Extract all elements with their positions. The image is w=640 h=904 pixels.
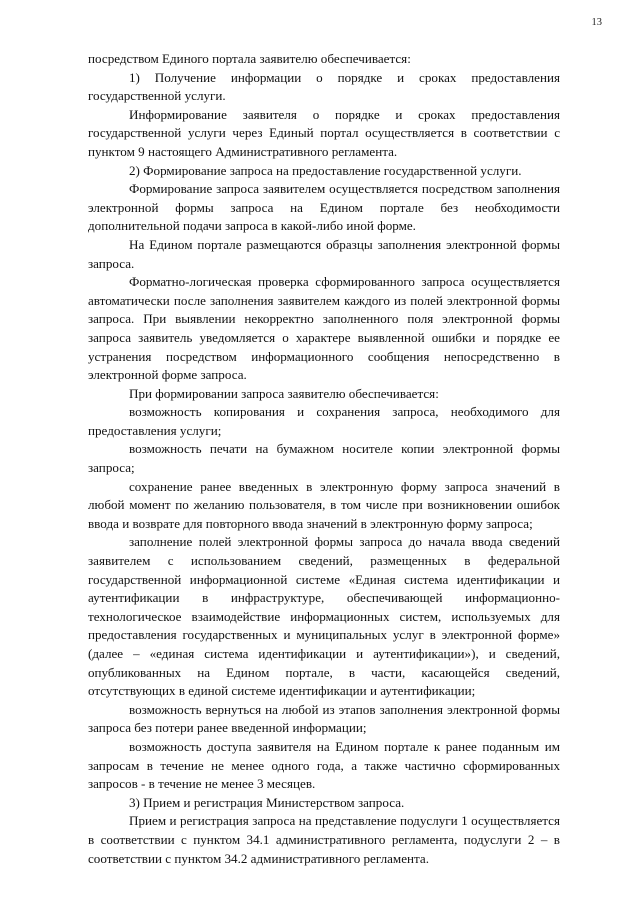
paragraph-registration: Прием и регистрация запроса на представление подуслуги 1 осуществляется в соответствии с пунктом 34.1 административного регламента, подуслуги 2 – в соответствии с пунктом 34.2 административного регламента. — [88, 813, 560, 866]
paragraph-copy-save: возможность копирования и сохранения запроса, необходимого для предоставления услуги; — [88, 404, 560, 438]
paragraph-format-check: Форматно-логическая проверка сформированного запроса осуществляется автоматически после заполнения заявителем каждого из полей электронной формы запроса. При выявлении некорректно заполненного поля электронной формы запроса заявитель уведомляется о характере выявленной ошибки и порядке ее устранения посредством информационного сообщения непосредственно в электронной форме запроса. — [88, 274, 560, 383]
document-body — [88, 50, 560, 868]
paragraph-provided-features: При формировании запроса заявителю обеспечивается: — [129, 385, 439, 401]
paragraph-item-2-heading: 2) Формирование запроса на предоставление государственной услуги. — [129, 162, 522, 178]
paragraph-return-steps: возможность вернуться на любой из этапов заполнения электронной формы запроса без потери ранее введенной информации; — [88, 701, 560, 736]
paragraph-item-3-heading: 3) Прием и регистрация Министерством запроса. — [129, 794, 405, 810]
paragraph-print: возможность печати на бумажном носителе копии электронной формы запроса; — [88, 441, 560, 476]
paragraph-prefill: заполнение полей электронной формы запроса до начала ввода сведений заявителем с использованием сведений, размещенных в федеральной государственной информационной системе «Единая система идентификации и аутентификации в инфраструктуре, обеспечивающей информационно-технологическое взаимодействие информационных систем, используемых для предоставления государственных и муниципальных услуг в электронной форме» (далее – «единая система идентификации и аутентификации»), и сведений, опубликованных на Едином портале, в части, касающейся сведений, отсутствующих в единой системе идентификации и аутентификации; — [88, 534, 560, 699]
paragraph-request-forming: Формирование запроса заявителем осуществляется посредством заполнения электронной формы запроса на Едином портале без необходимости дополнительной подачи запроса в какой-либо иной форме. — [88, 181, 560, 234]
page-number: 13 — [591, 17, 602, 28]
paragraph-item-1-heading: 1) Получение информации о порядке и сроках предоставления государственной услуги. — [88, 69, 560, 104]
paragraph-intro: посредством Единого портала заявителю обеспечивается: — [88, 51, 411, 66]
paragraph-access-requests: возможность доступа заявителя на Едином портале к ранее поданным им запросам в течение не менее одного года, а также частично сформированных запросов - в течение не менее 3 месяцев. — [88, 738, 560, 792]
paragraph-save-values: сохранение ранее введенных в электронную форму запроса значений в любой момент по желанию пользователя, в том числе при возникновении ошибок ввода и возврате для повторного ввода значений в электронную форму запроса; — [88, 478, 560, 531]
paragraph-form-samples: На Едином портале размещаются образцы заполнения электронной формы запроса. — [88, 236, 560, 271]
paragraph-informing: Информирование заявителя о порядке и сроках предоставления государственной услуги через Единый портал осуществляется в соответствии с пунктом 9 настоящего Административного регламента. — [88, 106, 560, 159]
